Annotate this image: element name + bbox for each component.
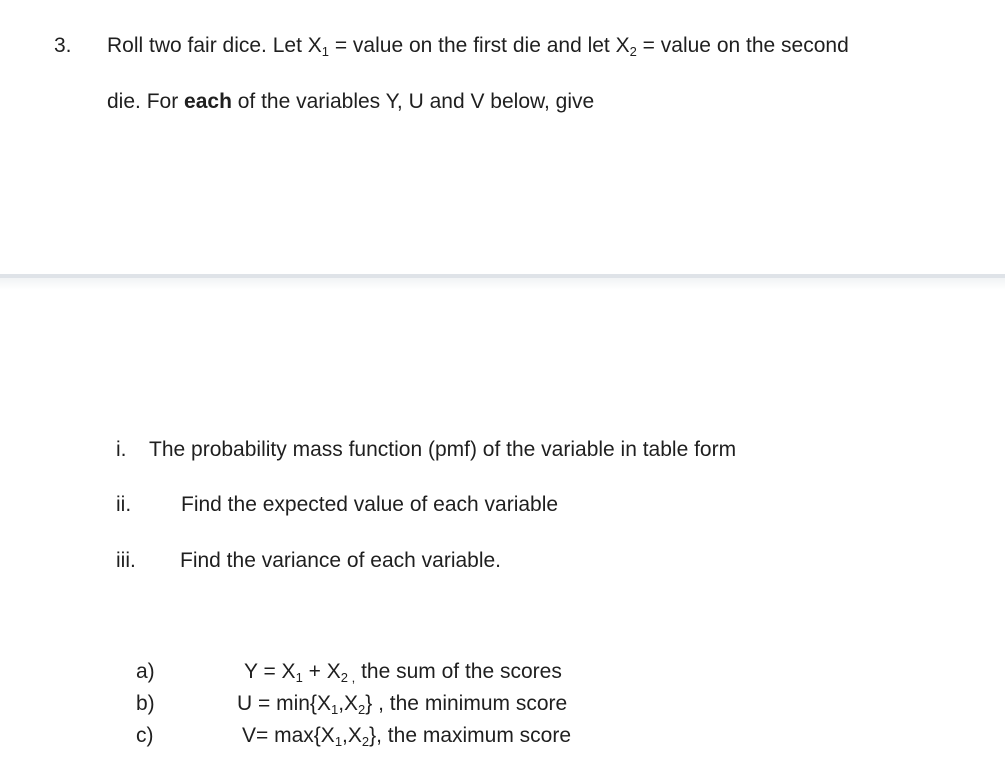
page-break-shadow (0, 278, 1005, 290)
task-marker: iii. (116, 549, 136, 572)
subscript: 2 , (340, 670, 356, 685)
task-text: The probability mass function (pmf) of the variable in table form (149, 438, 737, 461)
text-run: U = min{X (237, 692, 331, 715)
variable-marker: b) (136, 692, 155, 715)
question-text-line-1 (107, 34, 849, 58)
text-run: the sum of the scores (355, 660, 562, 683)
task-marker: i. (116, 438, 127, 461)
task-marker: ii. (116, 493, 132, 516)
variable-marker: a) (136, 660, 155, 683)
variable-definition-y (244, 660, 562, 684)
question-text-line-2 (107, 90, 594, 114)
subscript: 2 (358, 702, 366, 717)
text-run: ,X (342, 724, 362, 747)
text-run: Roll two fair dice. Let X (107, 34, 322, 57)
subscript: 1 (321, 44, 329, 59)
variable-marker: c) (136, 724, 154, 747)
variable-definition-v (242, 724, 571, 748)
text-run: } , the minimum score (365, 692, 568, 715)
subscript: 1 (330, 702, 339, 717)
text-run: = value on the first die and let X (329, 34, 630, 57)
text-run: = value on the second (636, 34, 849, 57)
text-run: die. For (107, 90, 185, 113)
subscript: 2 (629, 44, 637, 59)
variable-definition-u (237, 692, 567, 716)
task-text: Find the variance of each variable. (180, 549, 502, 572)
question-number: 3. (54, 34, 72, 57)
text-run: }, the maximum score (369, 724, 572, 747)
text-run: of the variables Y, U and V below, give (231, 90, 595, 113)
task-text: Find the expected value of each variable (181, 493, 559, 516)
text-run: Y = X (244, 660, 296, 683)
bold-word: each (184, 90, 232, 113)
subscript: 1 (334, 734, 343, 749)
subscript: 1 (295, 670, 303, 685)
text-run: V= max{X (242, 724, 335, 747)
text-run: + X (302, 660, 341, 683)
subscript: 2 (361, 734, 370, 749)
text-run: ,X (338, 692, 359, 715)
